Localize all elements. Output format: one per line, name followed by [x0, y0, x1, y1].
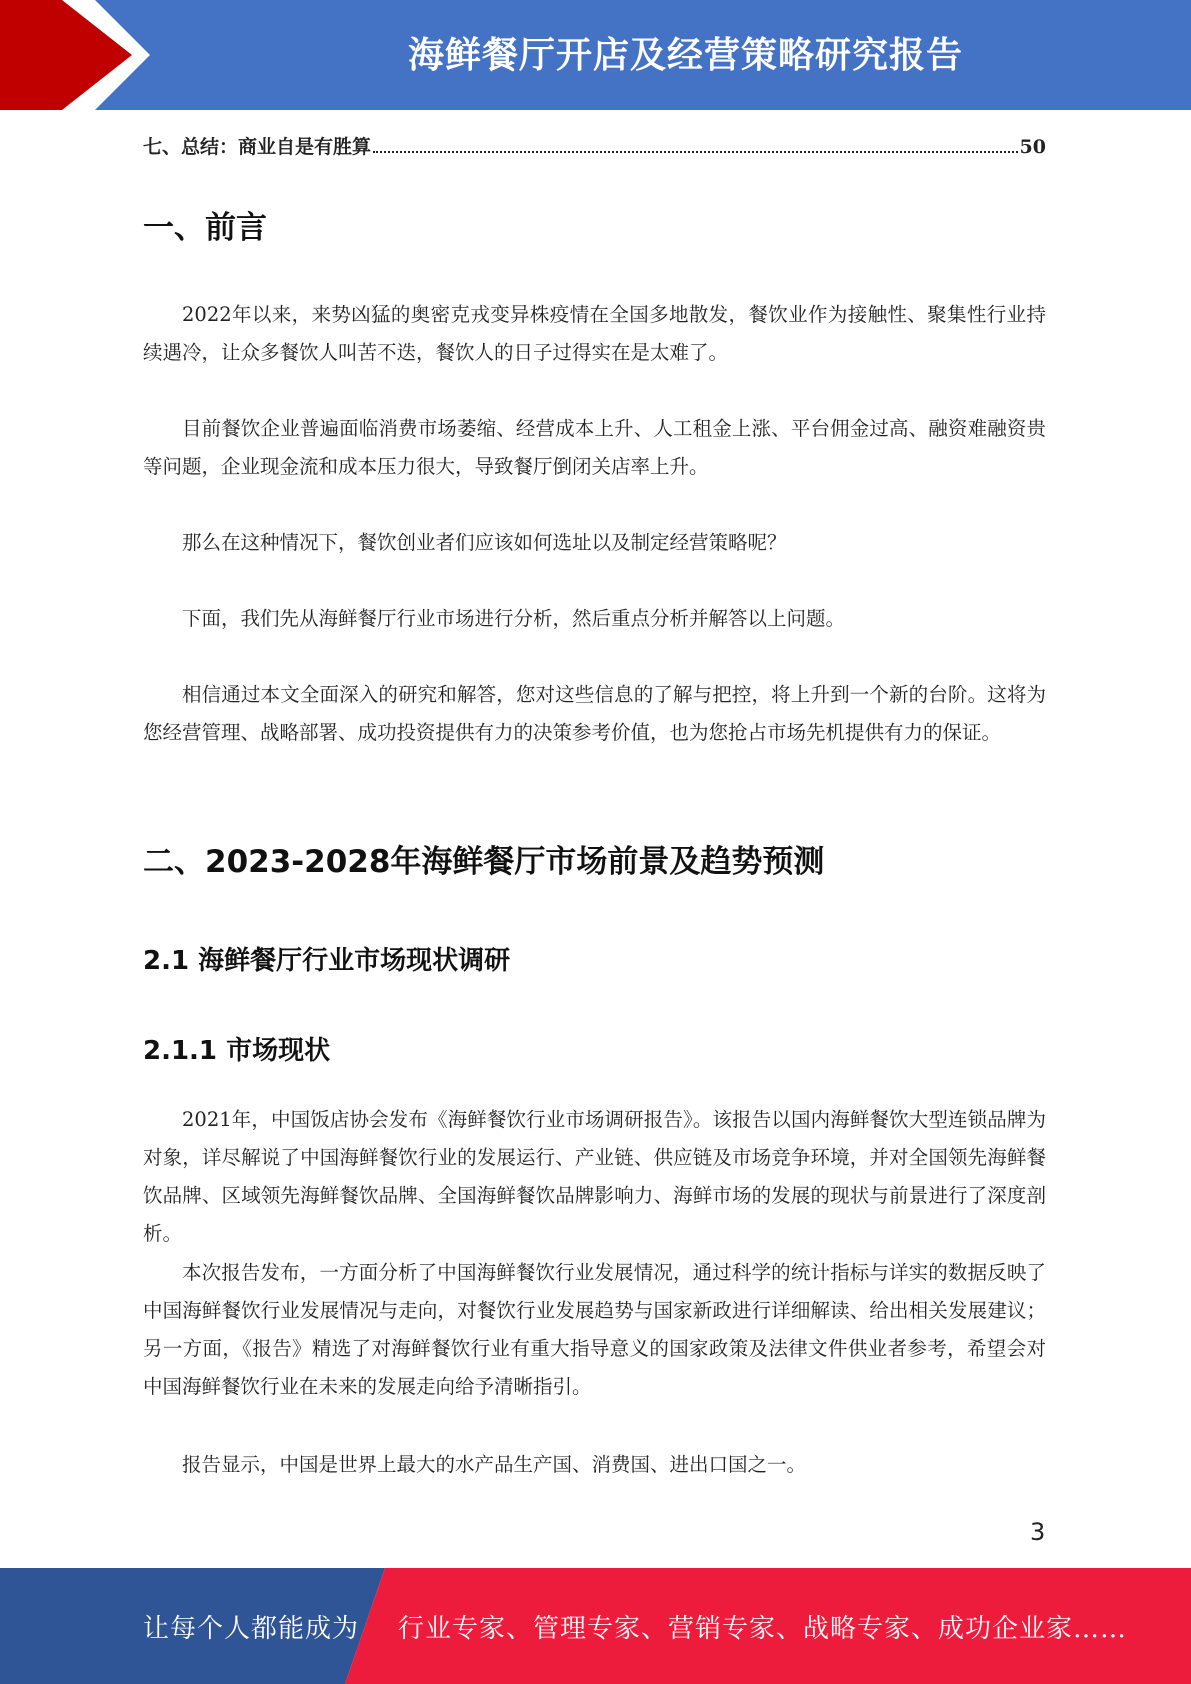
page-number: 3: [1030, 1518, 1046, 1546]
paragraph: 目前餐饮企业普遍面临消费市场萎缩、经营成本上升、人工租金上涨、平台佣金过高、融资难融资贵等问题，企业现金流和成本压力很大，导致餐厅倒闭关店率上升。: [143, 417, 1046, 478]
footer-slogan-right: 行业专家、管理专家、营销专家、战略专家、成功企业家……: [398, 1613, 1128, 1644]
toc-entry[interactable]: [143, 132, 1046, 159]
paragraph: 报告显示，中国是世界上最大的水产品生产国、消费国、进出口国之一。: [182, 1453, 807, 1476]
footer-slogan-left: 让每个人都能成为: [143, 1613, 360, 1644]
toc-entry-page: 50: [1019, 136, 1046, 158]
section-heading-preface: 一、前言: [143, 210, 267, 246]
paragraph: 那么在这种情况下，餐饮创业者们应该如何选址以及制定经营策略呢？: [182, 531, 787, 554]
subsection-heading-2-1-1: 2.1.1 市场现状: [143, 1036, 331, 1066]
paragraph: 2022年以来，来势凶猛的奥密克戎变异株疫情在全国多地散发，餐饮业作为接触性、聚集性行业持续遇冷，让众多餐饮人叫苦不迭，餐饮人的日子过得实在是太难了。: [143, 303, 1046, 364]
paragraph: 本次报告发布，一方面分析了中国海鲜餐饮行业发展情况，通过科学的统计指标与详实的数据反映了中国海鲜餐饮行业发展情况与走向，对餐饮行业发展趋势与国家新政进行详细解读、给出相关发展建议；另一方面，《报告》精选了对海鲜餐饮行业有重大指导意义的国家政策及法律文件供业者参考，希望会对中国海鲜餐饮行业在未来的发展走向给予清晰指引。: [143, 1261, 1046, 1398]
report-title: 海鲜餐厅开店及经营策略研究报告: [407, 35, 963, 76]
page-header: [0, 0, 1191, 110]
toc-entry-label: 七、总结：商业自是有胜算: [143, 136, 372, 158]
paragraph: 相信通过本文全面深入的研究和解答，您对这些信息的了解与把控，将上升到一个新的台阶。这将为您经营管理、战略部署、成功投资提供有力的决策参考价值，也为您抢占市场先机提供有力的保证。: [143, 683, 1046, 744]
page-footer: [0, 1568, 1191, 1684]
subsection-heading-2-1: 2.1 海鲜餐厅行业市场现状调研: [143, 946, 511, 976]
toc-leader-dots: [373, 151, 1018, 153]
paragraph: 下面，我们先从海鲜餐厅行业市场进行分析，然后重点分析并解答以上问题。: [182, 607, 846, 630]
paragraph: 2021年，中国饭店协会发布《海鲜餐饮行业市场调研报告》。该报告以国内海鲜餐饮大型连锁品牌为对象，详尽解说了中国海鲜餐饮行业的发展运行、产业链、供应链及市场竞争环境，并对全国领先海鲜餐饮品牌、区域领先海鲜餐饮品牌、全国海鲜餐饮品牌影响力、海鲜市场的发展的现状与前景进行了深度剖析。: [143, 1108, 1046, 1245]
section-heading-market-outlook: 二、2023-2028年海鲜餐厅市场前景及趋势预测: [143, 844, 825, 880]
